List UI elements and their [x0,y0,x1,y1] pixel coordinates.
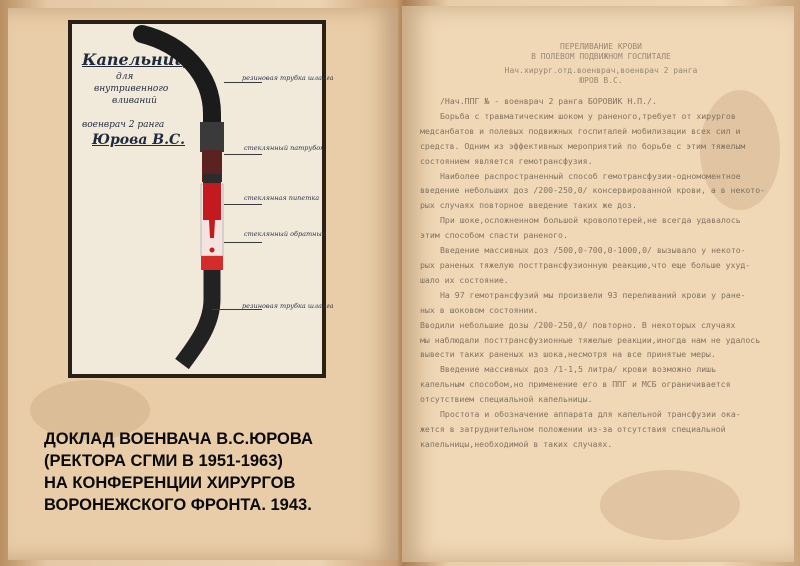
report-line: /Нач.ППГ № - военврач 2 ранга БОРОВИК Н.П./. [440,96,657,106]
label-rubber-tube-top: резиновая трубка шланга [242,74,334,82]
report-line: медсанбатов и полевых подвижных госпиталей мобилизации всех сил и [420,125,741,136]
report-line: рых раненых тяжелую посттрансфузионную реакцию,что еще больше ухуд- [420,259,751,270]
report-line: капельницы,необходимой в таких случаях. [420,438,613,449]
caption-line: ВОРОНЕЖСКОГО ФРОНТА. 1943. [44,496,312,514]
report-line: Введение массивных доз /500,0-700,0-1000,0/ вызывало у некото- [440,245,746,256]
report-line: Наиболее распространенный способ гемотрансфузии-одномоментное [440,170,741,181]
report-line: Вводили небольшие дозы /200-250,0/ повторно. В некоторых случаях [420,319,736,330]
drawing-subtitle: внутривенного [94,84,169,94]
report-line: состоянием является гемотрансфузия. [420,155,593,166]
report-header: ПЕРЕЛИВАНИЕ КРОВИ [560,42,642,51]
dropper-drawing [72,24,334,374]
report-line: капельным способом,но применение его в ППГ и МСБ ограничивается [420,379,731,390]
report-line: вывести таких раненых из шока,несмотря на все принятые меры. [420,349,716,360]
report-line: На 97 гемотрансфузий мы произвели 93 переливаний крови у ране- [440,289,746,300]
label-glass-nozzle: стеклянный патрубок [244,144,325,152]
caption-line: ДОКЛАД ВОЕНВАЧА В.С.ЮРОВА [44,430,313,448]
report-line: этим способом спасти раненого. [420,230,568,241]
report-line: Введение массивных доз /1-1,5 литра/ крови возможно лишь [440,364,717,375]
typed-report [420,42,782,452]
report-line: шало их состояние. [420,274,509,285]
report-line: При шоке,осложненном большой кровопотерей,не всегда удавалось [440,215,741,226]
label-glass-pipette: стеклянная пипетка [244,194,320,202]
report-line: ных в шоковом состоянии. [420,304,539,315]
drawing-author-name: Юровa В.С. [92,132,186,148]
report-line: Простота и обозначение аппарата для капельной трансфузии ока- [440,409,741,420]
report-line: Борьба с травматическим шоком у раненого,требует от хирургов [440,110,736,121]
paper-stain [600,470,740,540]
report-authors: ЮРОВ В.С. [579,76,623,85]
report-header: В ПОЛЕВОМ ПОДВИЖНОМ ГОСПИТАЛЕ [531,52,671,61]
report-authors: Нач.хирург.отд.военврач,военврач 2 ранга [504,66,698,75]
caption-line: (РЕКТОРА СГМИ В 1951-1963) [44,452,283,470]
report-line: средств. Одним из эффективных мероприятий по борьбе с этим тяжелым [420,140,746,151]
drawing-author-rank: военврач 2 ранга [82,120,165,130]
caption-line: НА КОНФЕРЕНЦИИ ХИРУРГОВ [44,474,296,492]
photo-caption [44,428,384,516]
report-line: введение небольших доз /200-250,0/ консервированной крови, а в некото- [420,185,766,196]
report-line: жется в затруднительном положении из-за отсутствия специальной [420,423,726,434]
report-body [420,94,782,452]
report-line: мы наблюдали посттрансфузионные тяжелые реакции,иногда нам не удалось [420,334,761,345]
label-glass-return: стеклянный обратный [244,230,326,238]
report-line: отсутствием специальной капельницы. [420,394,593,405]
drawing-subtitle: вливаний [112,96,157,106]
dropper-drawing-photo [68,20,334,378]
drawing-title: Капельница [82,50,198,69]
report-line: рых случаях повторное введение таких же доз. [420,200,637,211]
drawing-subtitle: для [116,72,134,82]
label-rubber-tube-bottom: резиновая трубка шланга [242,302,334,310]
